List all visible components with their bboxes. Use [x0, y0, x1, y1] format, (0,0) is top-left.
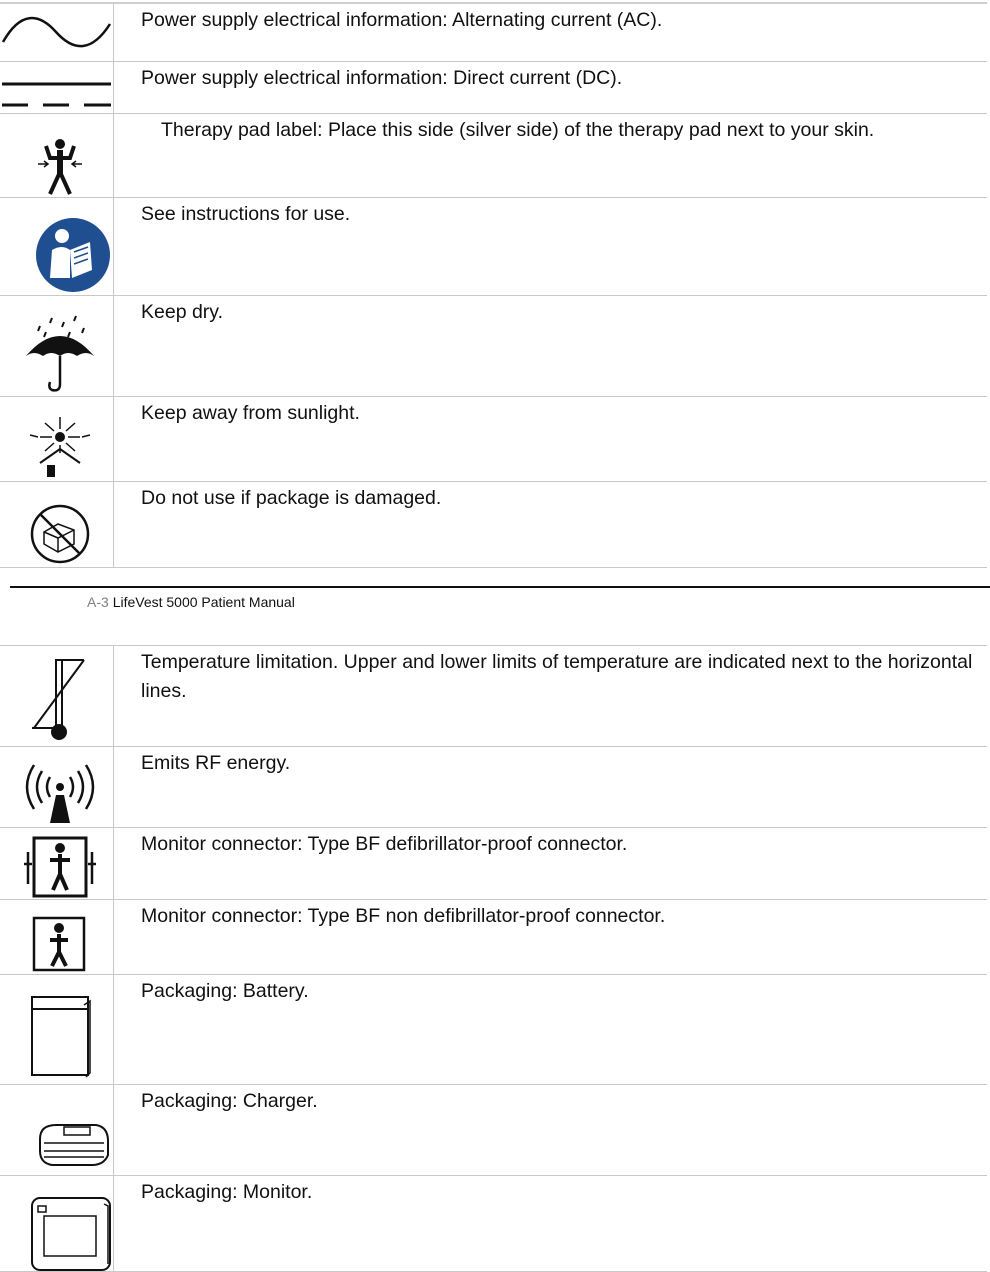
icon-cell	[0, 114, 114, 198]
table-row	[0, 397, 987, 482]
document-title: LifeVest 5000 Patient Manual	[112, 594, 295, 610]
icon-cell	[0, 646, 114, 747]
table-row	[0, 482, 987, 568]
symbol-description: Emits RF energy.	[114, 747, 988, 828]
symbol-description: Packaging: Battery.	[114, 975, 988, 1085]
charger-package-icon	[0, 1085, 113, 1175]
symbol-description: Monitor connector: Type BF non defibrillator-proof connector.	[114, 900, 988, 975]
table-row	[0, 900, 987, 975]
bf-defib-proof-icon	[0, 828, 113, 899]
table-row	[0, 1085, 987, 1176]
symbol-description: Keep dry.	[114, 296, 988, 397]
icon-cell	[0, 482, 114, 568]
symbol-description: Keep away from sunlight.	[114, 397, 988, 482]
ac-sine-wave-icon	[0, 4, 113, 61]
page-number: A-3	[87, 594, 109, 610]
icon-cell	[0, 198, 114, 296]
symbol-description: Do not use if package is damaged.	[114, 482, 988, 568]
icon-cell	[0, 1176, 114, 1272]
icon-cell	[0, 3, 114, 62]
icon-cell	[0, 747, 114, 828]
symbol-description: Temperature limitation. Upper and lower limits of temperature are indicated next to the horizontal lines.	[114, 646, 988, 747]
symbols-table-top	[0, 2, 987, 568]
monitor-package-icon	[0, 1176, 113, 1271]
icon-cell	[0, 397, 114, 482]
icon-cell	[0, 975, 114, 1085]
rf-energy-icon	[0, 747, 113, 827]
table-row	[0, 114, 987, 198]
sunlight-icon	[0, 397, 113, 481]
page-footer	[87, 594, 295, 610]
table-row	[0, 296, 987, 397]
symbol-description: See instructions for use.	[114, 198, 988, 296]
symbol-description: Monitor connector: Type BF defibrillator-proof connector.	[114, 828, 988, 900]
table-row	[0, 3, 987, 62]
table-row	[0, 646, 987, 747]
table-row	[0, 1176, 987, 1272]
symbols-table-bottom	[0, 645, 987, 1272]
icon-cell	[0, 62, 114, 114]
umbrella-rain-icon	[0, 296, 113, 396]
table-row	[0, 62, 987, 114]
symbol-description: Power supply electrical information: Direct current (DC).	[114, 62, 988, 114]
symbol-description: Power supply electrical information: Alternating current (AC).	[114, 3, 988, 62]
read-instructions-icon	[0, 198, 113, 295]
icon-cell	[0, 900, 114, 975]
icon-cell	[0, 1085, 114, 1176]
table-row	[0, 747, 987, 828]
battery-package-icon	[0, 975, 113, 1084]
icon-cell	[0, 828, 114, 900]
table-row	[0, 975, 987, 1085]
icon-cell	[0, 296, 114, 397]
bf-non-defib-proof-icon	[0, 900, 113, 974]
footer-rule	[10, 586, 990, 588]
symbol-description: Therapy pad label: Place this side (silver side) of the therapy pad next to your skin.	[114, 114, 988, 198]
symbol-description: Packaging: Monitor.	[114, 1176, 988, 1272]
table-row	[0, 828, 987, 900]
damaged-package-icon	[0, 482, 113, 567]
table-row	[0, 198, 987, 296]
symbol-description: Packaging: Charger.	[114, 1085, 988, 1176]
therapy-pad-person-icon	[0, 114, 113, 197]
dc-current-icon	[0, 62, 113, 113]
thermometer-icon	[0, 646, 113, 746]
